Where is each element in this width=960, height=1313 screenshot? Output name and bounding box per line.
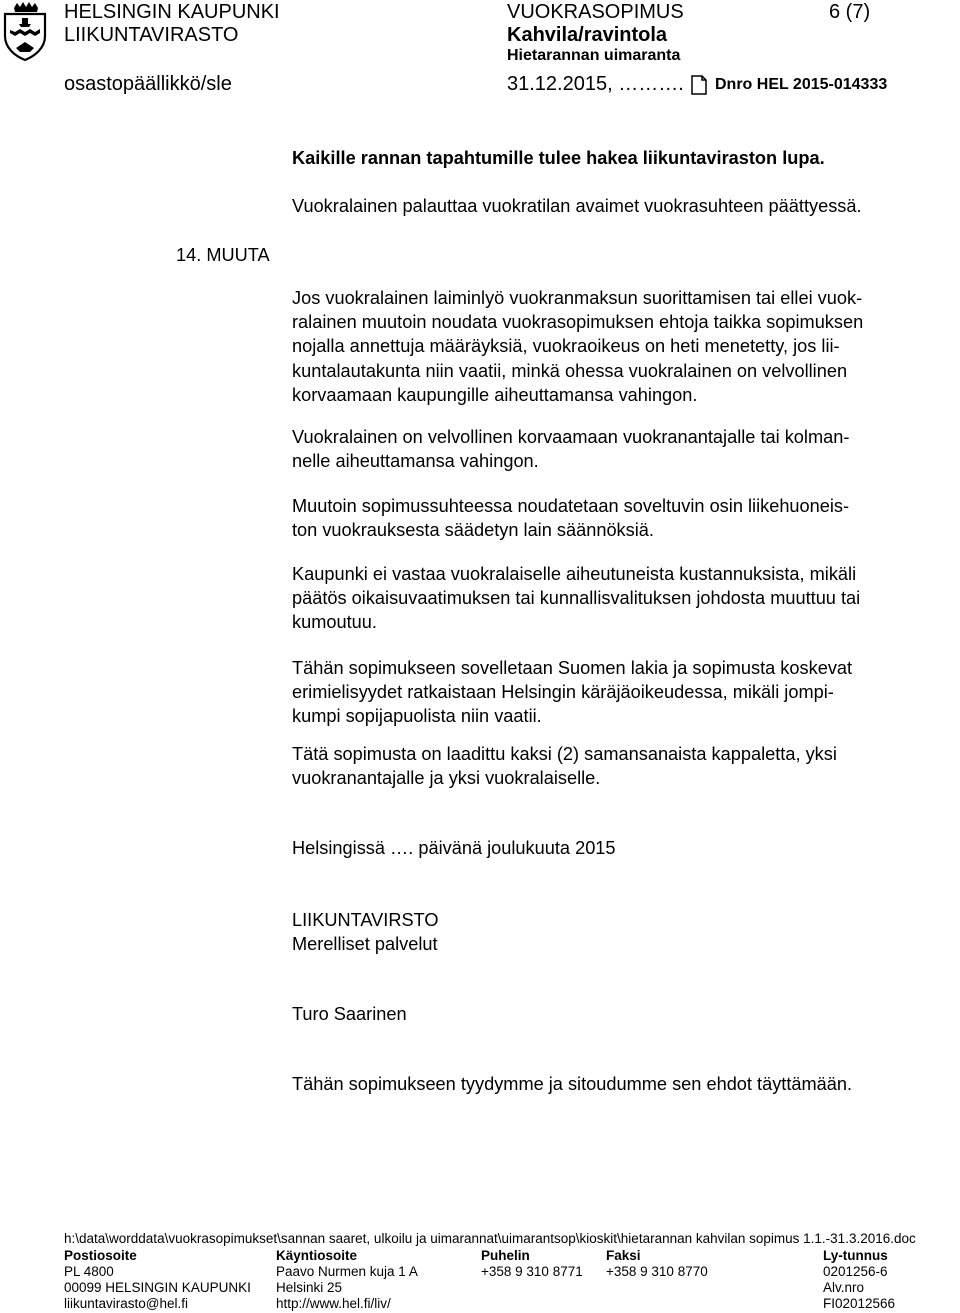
paragraph-breach-of-contract xyxy=(292,286,942,407)
text-line: kuntalautakunta niin vaatii, minkä ohessa vuokralainen on velvollinen xyxy=(292,360,848,381)
author-initials: osastopäällikkö/sle xyxy=(64,73,232,95)
text-line: nelle aiheuttamansa vahingon. xyxy=(292,451,539,472)
header-department: LIIKUNTAVIRASTO xyxy=(64,24,239,46)
footer-phone xyxy=(481,1248,583,1280)
text-line: päätös oikaisuvaatimuksen tai kunnallisvalituksen johdosta muuttuu tai xyxy=(292,588,861,609)
document-location: Hietarannan uimaranta xyxy=(507,47,681,64)
footer-heading: Postiosoite xyxy=(64,1248,137,1263)
document-icon xyxy=(688,74,710,96)
footer-fax xyxy=(606,1248,708,1280)
footer-visiting-address xyxy=(276,1248,418,1312)
paragraph-general-terms xyxy=(292,494,942,542)
text-line: nojalla annettuja määräyksiä, vuokraoikeus on heti menetetty, jos lii- xyxy=(292,336,840,357)
signer-organization xyxy=(292,908,942,956)
footer-value: Helsinki 25 xyxy=(276,1280,343,1295)
helsinki-coat-of-arms-logo xyxy=(2,2,48,62)
page-number: 6 (7) xyxy=(829,1,871,23)
text-line: Jos vuokralainen laiminlyö vuokranmaksun suorittamisen tai ellei vuok- xyxy=(292,288,863,308)
document-subject: Kahvila/ravintola xyxy=(507,24,668,46)
signer-name: Turo Saarinen xyxy=(292,1004,407,1024)
paragraph-return-keys: Vuokralainen palauttaa vuokratilan avaimet vuokrasuhteen päättyessä. xyxy=(292,196,862,216)
document-date: 31.12.2015, ………. xyxy=(507,73,684,95)
text-line: ton vuokrauksesta säädetyn lain säännöksiä. xyxy=(292,520,654,541)
footer-value: +358 9 310 8770 xyxy=(606,1264,708,1279)
footer-website-link[interactable]: http://www.hel.fi/liv/ xyxy=(276,1296,391,1311)
signer-org-line: LIIKUNTAVIRSTO xyxy=(292,910,439,930)
footer-postal-address xyxy=(64,1248,251,1312)
diary-number: Dnro HEL 2015-014333 xyxy=(715,76,888,93)
text-line: Muutoin sopimussuhteessa noudatetaan soveltuvin osin liikehuoneis- xyxy=(292,496,850,516)
text-line: Tätä sopimusta on laadittu kaksi (2) samansanaista kappaletta, yksi xyxy=(292,744,837,764)
paragraph-damages xyxy=(292,425,942,473)
text-line: erimielisyydet ratkaistaan Helsingin käräjäoikeudessa, mikäli jompi- xyxy=(292,682,834,703)
footer-value: FI02012566 xyxy=(823,1296,896,1311)
footer-business-id xyxy=(823,1248,895,1312)
footer-value: +358 9 310 8771 xyxy=(481,1264,583,1279)
document-type: VUOKRASOPIMUS xyxy=(507,1,684,23)
paragraph-governing-law xyxy=(292,656,942,729)
header-organization: HELSINGIN KAUPUNKI xyxy=(64,1,280,23)
paragraph-liability xyxy=(292,562,942,635)
footer-file-path: h:\data\worddata\vuokrasopimukset\sannan saaret, ulkoilu ja uimarannat\uimarantsop\kioskit\hietarannan kahvilan sopimus 1.1.-31.3.2016.doc xyxy=(64,1231,916,1246)
paragraph-copies xyxy=(292,742,942,790)
text-line: Vuokralainen on velvollinen korvaamaan vuokranantajalle tai kolman- xyxy=(292,427,850,447)
footer-heading: Faksi xyxy=(606,1248,641,1263)
footer-value: PL 4800 xyxy=(64,1264,114,1279)
text-line: kumoutuu. xyxy=(292,612,377,633)
footer-heading: Käyntiosoite xyxy=(276,1248,358,1263)
footer-value: 00099 HELSINGIN KAUPUNKI xyxy=(64,1280,251,1295)
footer-heading: Puhelin xyxy=(481,1248,530,1263)
text-line: vuokranantajalle ja yksi vuokralaiselle. xyxy=(292,768,601,789)
text-line: ralainen muutoin noudata vuokrasopimuksen ehtoja taikka sopimuksen xyxy=(292,312,864,333)
text-line: Kaupunki ei vastaa vuokralaiselle aiheutuneista kustannuksista, mikäli xyxy=(292,564,857,584)
paragraph-event-permit: Kaikille rannan tapahtumille tulee hakea liikuntaviraston lupa. xyxy=(292,148,825,168)
text-line: korvaamaan kaupungille aiheuttamansa vahingon. xyxy=(292,384,698,405)
text-line: kumpi sopijapuolista niin vaatii. xyxy=(292,706,542,727)
section-heading: 14. MUUTA xyxy=(176,245,270,265)
footer-value: Paavo Nurmen kuja 1 A xyxy=(276,1264,418,1279)
signer-unit-line: Merelliset palvelut xyxy=(292,934,438,955)
footer-value: Alv.nro xyxy=(823,1280,865,1295)
text-line: Tähän sopimukseen sovelletaan Suomen lakia ja sopimusta koskevat xyxy=(292,658,853,678)
footer-email-link[interactable]: liikuntavirasto@hel.fi xyxy=(64,1296,189,1311)
acceptance-statement: Tähän sopimukseen tyydymme ja sitoudumme sen ehdot täyttämään. xyxy=(292,1074,853,1094)
footer-heading: Ly-tunnus xyxy=(823,1248,888,1263)
signature-place-date: Helsingissä …. päivänä joulukuuta 2015 xyxy=(292,838,616,858)
footer-value: 0201256-6 xyxy=(823,1264,888,1279)
